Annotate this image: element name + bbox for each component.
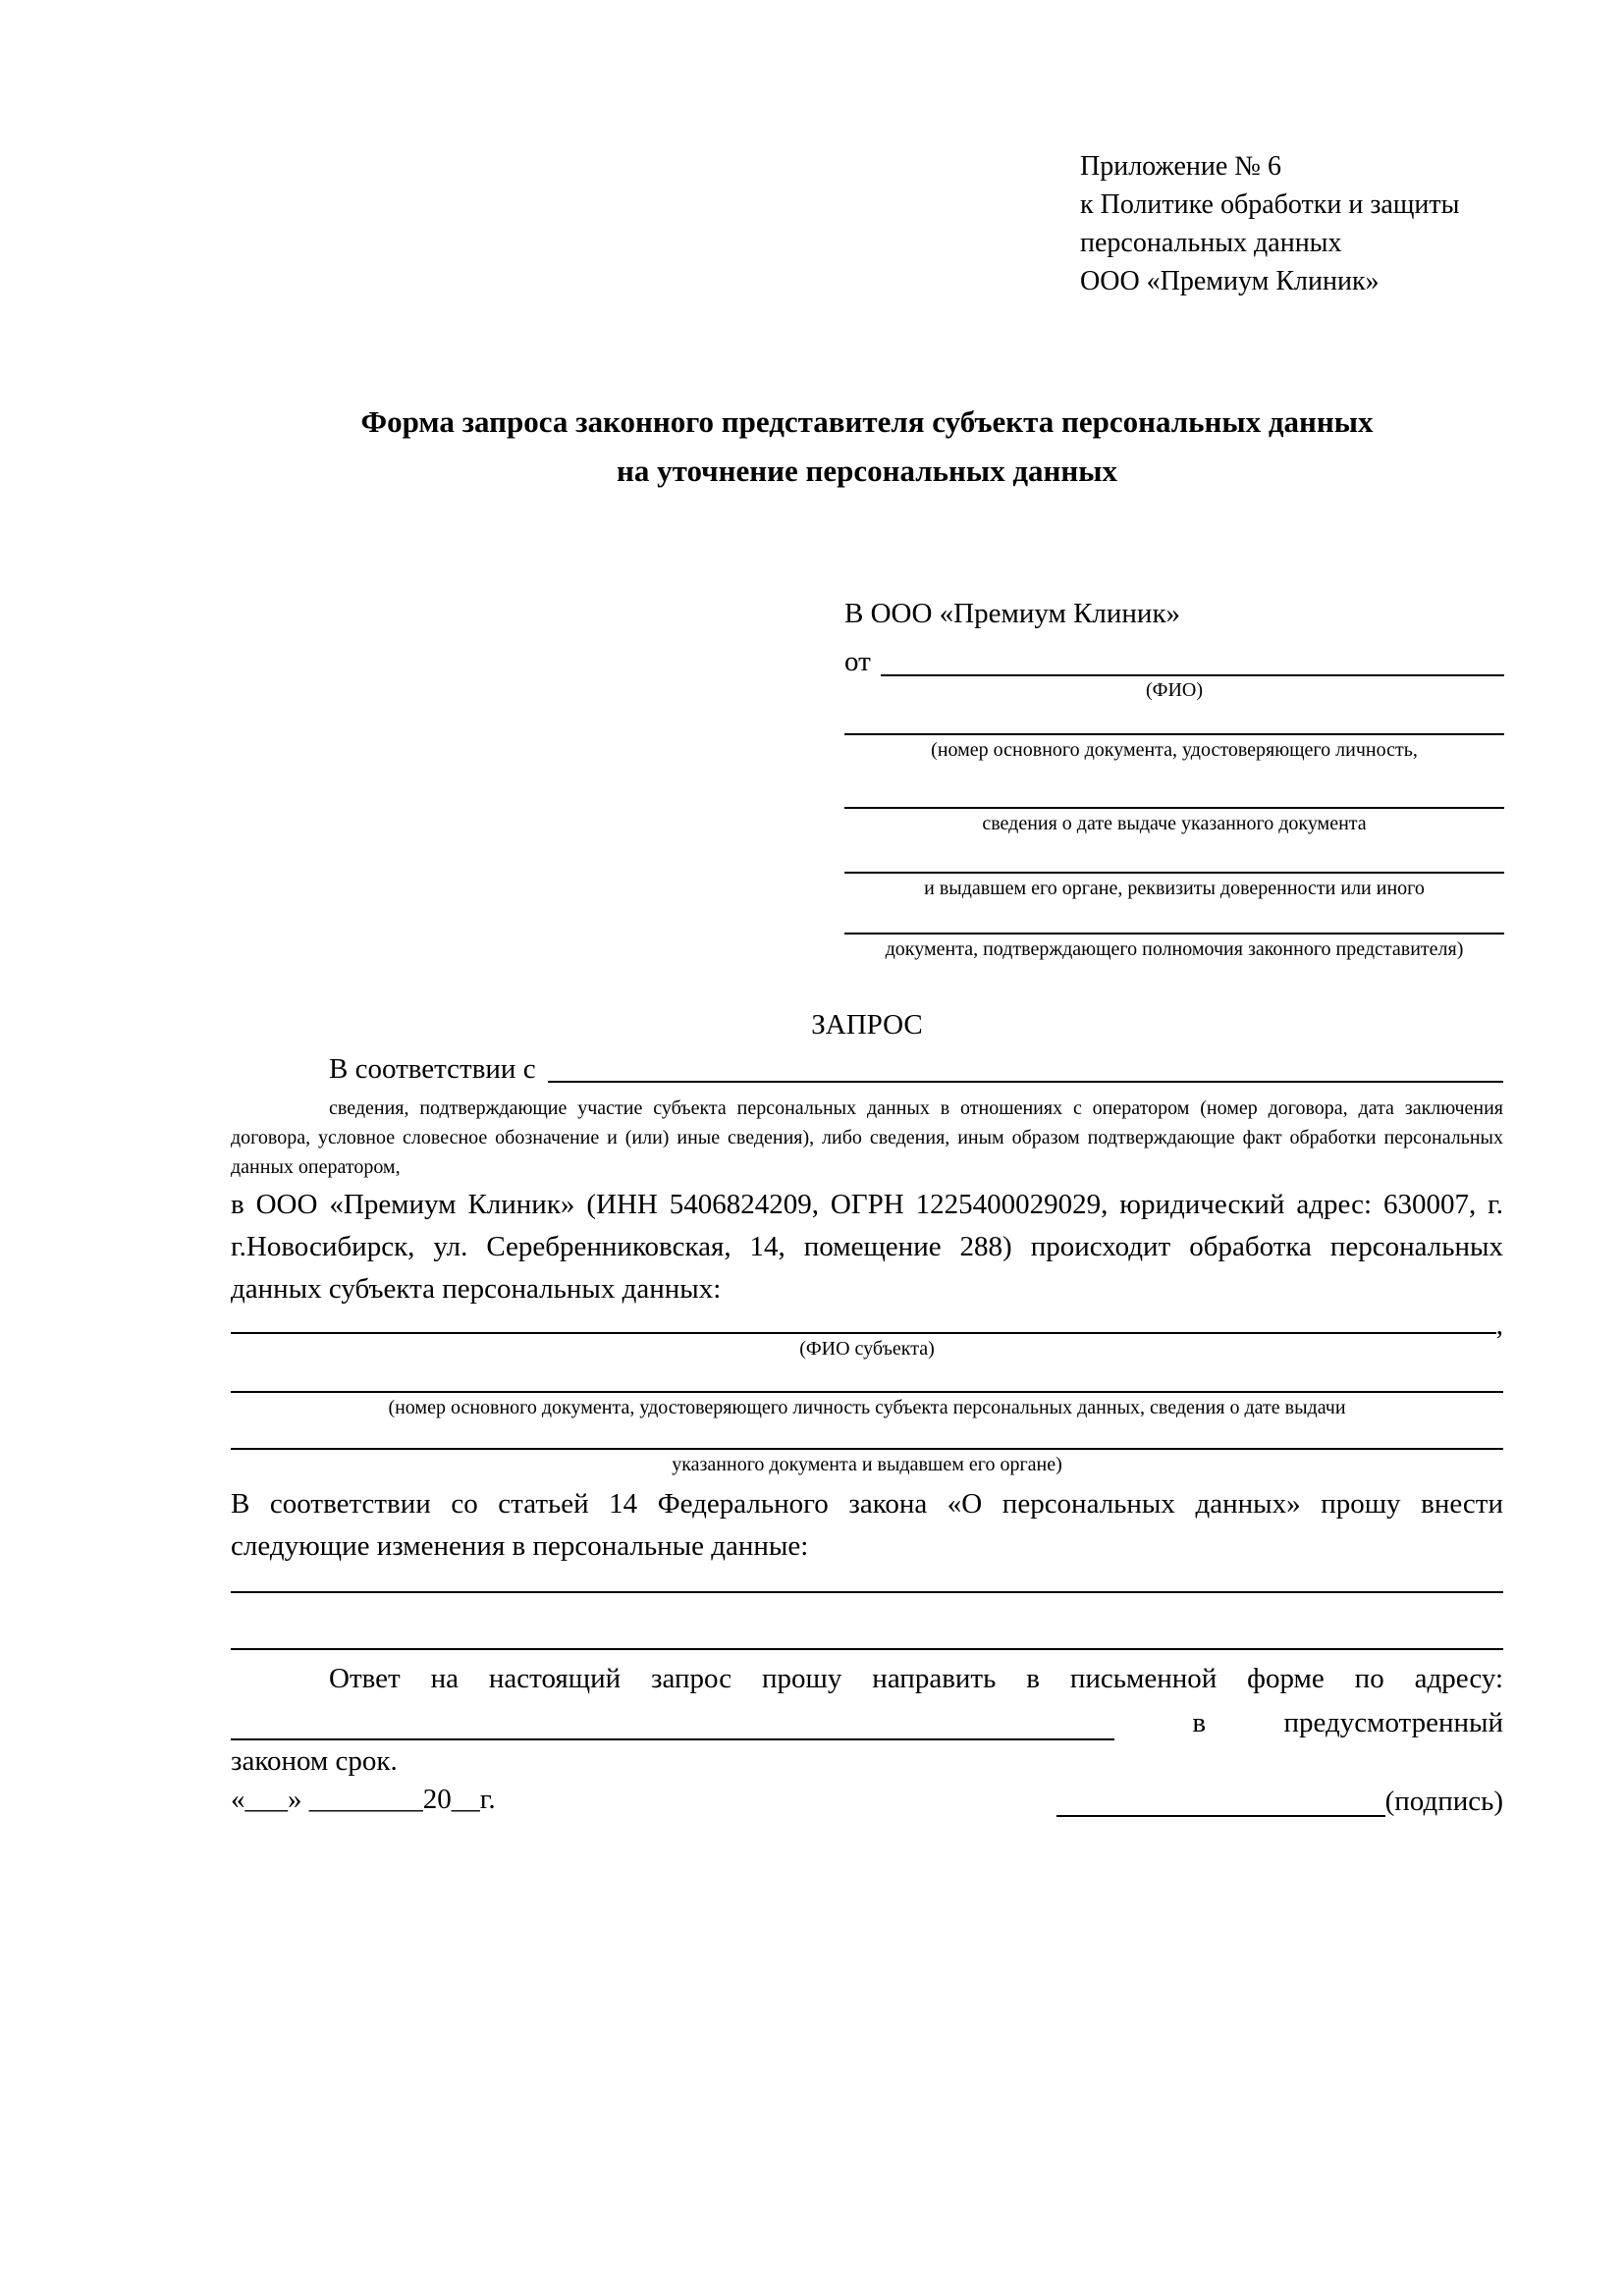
appendix-header-line: к Политике обработки и защиты [1080, 189, 1460, 220]
issue-date-caption: сведения о дате выдаче указанного документа [982, 813, 1367, 834]
subject-document-caption-1: (номер основного документа, удостоверяющего личность субъекта персональных данных, сведения о дате выдачи [388, 1397, 1346, 1418]
subject-fio-caption: (ФИО субъекта) [799, 1338, 935, 1360]
basis-field-row [231, 1050, 1503, 1088]
law-paragraph: В соответствии со статьей 14 Федерального закона «О персональных данных» прошу внести следующие изменения в персональные данные: [231, 1488, 1503, 1562]
basis-prefix-text: В соответствии с [329, 1053, 536, 1085]
basis-footnote-text: сведения, подтверждающие участие субъекта персональных данных в отношениях с оператором (номер договора, дата заключения договора, условное словесное обозначение и (или) иные сведения), либо сведения, иным образом подтверждающие факт обработки персональных данных оператором, [231, 1097, 1503, 1178]
representative-authority-blank-line [844, 933, 1504, 934]
subject-fio-blank-line [231, 1310, 1496, 1334]
from-label: от [844, 646, 871, 677]
appendix-header-line: персональных данных [1080, 228, 1342, 258]
from-blank-line [881, 645, 1504, 676]
fio-caption: (ФИО) [1145, 679, 1203, 701]
from-field-row [844, 635, 1504, 676]
operator-paragraph: в ООО «Премиум Клиник» (ИНН 5406824209, ОГРН 1225400029029, юридический адрес: 630007, г. г.Новосибирск, ул. Серебренниковская, 14, помещение 288) происходит обработка персональных данных субъекта персональных данных: [231, 1189, 1503, 1305]
document-title-line-2: на уточнение персональных данных [617, 454, 1117, 488]
address-blank-line [231, 1705, 1114, 1740]
subject-fio-field-row [231, 1309, 1503, 1341]
signature-caption: (подпись) [1384, 1786, 1503, 1817]
addressee-block [844, 596, 1504, 962]
representative-authority-caption: документа, подтверждающего полномочия законного представителя) [885, 938, 1464, 960]
basis-blank-line [548, 1050, 1503, 1083]
answer-end-word: предусмотренный [1283, 1707, 1503, 1738]
issuing-authority-blank-line [844, 872, 1504, 874]
document-number-blank-line [844, 733, 1504, 735]
issue-date-blank-line [844, 807, 1504, 809]
date-field: «___» ________20__г. [231, 1784, 496, 1815]
footer-row [231, 1782, 1503, 1817]
answer-mid-word: в [1192, 1707, 1207, 1738]
document-title [231, 398, 1503, 496]
signature-blank-line [1056, 1786, 1385, 1817]
changes-blank-line-1 [231, 1591, 1503, 1593]
addressee-organization: В ООО «Премиум Клиник» [844, 598, 1181, 629]
subject-document-blank-line [231, 1391, 1503, 1393]
appendix-header-line: Приложение № 6 [1080, 151, 1281, 182]
signature-group [1056, 1786, 1503, 1817]
request-section [231, 1007, 1503, 1782]
appendix-header-line: ООО «Премиум Клиник» [1080, 266, 1380, 296]
request-heading: ЗАПРОС [811, 1009, 923, 1041]
issuing-authority-caption: и выдавшем его органе, реквизиты доверенности или иного [924, 878, 1425, 899]
answer-paragraph-line-3: законом срок. [231, 1745, 398, 1777]
document-title-line-1: Форма запроса законного представителя субъекта персональных данных [360, 404, 1374, 439]
appendix-header-block [1080, 147, 1459, 300]
answer-paragraph-line-1: Ответ на настоящий запрос прошу направить в письменной форме по адресу: [329, 1663, 1503, 1694]
answer-address-row [231, 1699, 1503, 1740]
document-number-caption: (номер основного документа, удостоверяющего личность, [931, 739, 1418, 761]
trailing-comma: , [1495, 1309, 1503, 1341]
subject-document-caption-2: указанного документа и выдавшем его органе) [672, 1454, 1062, 1475]
changes-blank-line-2 [231, 1648, 1503, 1650]
subject-document-blank-line-2 [231, 1448, 1503, 1450]
